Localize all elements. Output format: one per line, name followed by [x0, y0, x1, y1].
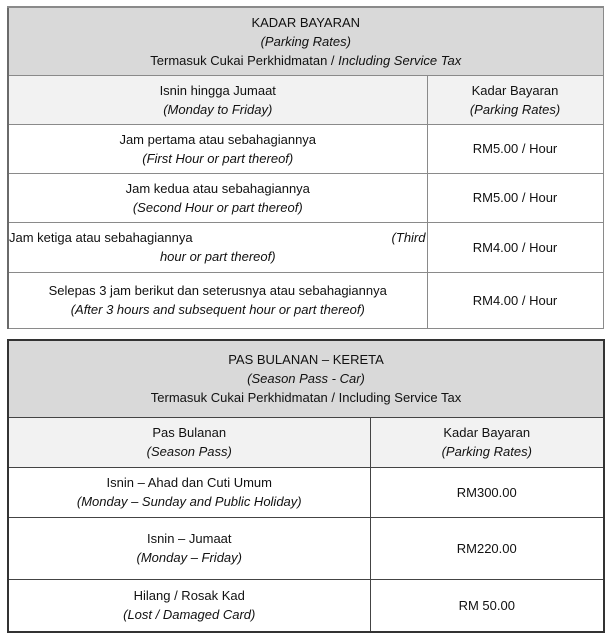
- table-row: [8, 173, 603, 222]
- row-rate: RM4.00 / Hour: [427, 272, 603, 328]
- table-row: [8, 579, 604, 632]
- table-row: [8, 517, 604, 579]
- table-title-en: (Season Pass - Car): [247, 371, 365, 387]
- row-label: Isnin – Jumaat (Monday – Friday): [8, 517, 370, 579]
- row-rate: RM 50.00: [370, 579, 604, 632]
- row-rate: RM4.00 / Hour: [427, 222, 603, 272]
- season-pass-table: [7, 339, 605, 633]
- row-label: Hilang / Rosak Kad (Lost / Damaged Card): [8, 579, 370, 632]
- table-row: [8, 124, 603, 173]
- row-label: Jam kedua atau sebahagiannya (Second Hour or part thereof): [8, 173, 427, 222]
- row-rate: RM220.00: [370, 517, 604, 579]
- table-title: PAS BULANAN – KERETA: [228, 352, 384, 368]
- row-label: Selepas 3 jam berikut dan seterusnya atau sebahagiannya (After 3 hours and subsequent hour or part thereof): [8, 272, 427, 328]
- column-header-pass: Pas Bulanan (Season Pass): [8, 417, 370, 467]
- season-pass-header: [8, 340, 604, 417]
- column-header-rate: Kadar Bayaran (Parking Rates): [427, 75, 603, 124]
- tax-note: Termasuk Cukai Perkhidmatan / Including Service Tax: [150, 52, 462, 68]
- table-title-en: (Parking Rates): [260, 33, 351, 49]
- column-header-row: [8, 75, 603, 124]
- row-label: Jam ketiga atau sebahagiannya (Third hour or part thereof): [8, 222, 427, 272]
- column-header-row: [8, 417, 604, 467]
- row-rate: RM5.00 / Hour: [427, 124, 603, 173]
- row-label: Jam pertama atau sebahagiannya (First Hour or part thereof): [8, 124, 427, 173]
- row-rate: RM300.00: [370, 467, 604, 517]
- table-row: [8, 272, 603, 328]
- parking-rates-table: [7, 6, 604, 329]
- tax-note: Termasuk Cukai Perkhidmatan / Including Service Tax: [150, 390, 462, 406]
- column-header-period: Isnin hingga Jumaat (Monday to Friday): [8, 75, 427, 124]
- column-header-rate: Kadar Bayaran (Parking Rates): [370, 417, 604, 467]
- row-rate: RM5.00 / Hour: [427, 173, 603, 222]
- row-label: Isnin – Ahad dan Cuti Umum (Monday – Sunday and Public Holiday): [8, 467, 370, 517]
- table-row: [8, 222, 603, 272]
- table-row: [8, 467, 604, 517]
- parking-rates-header: [8, 7, 603, 75]
- table-title: KADAR BAYARAN: [251, 14, 361, 30]
